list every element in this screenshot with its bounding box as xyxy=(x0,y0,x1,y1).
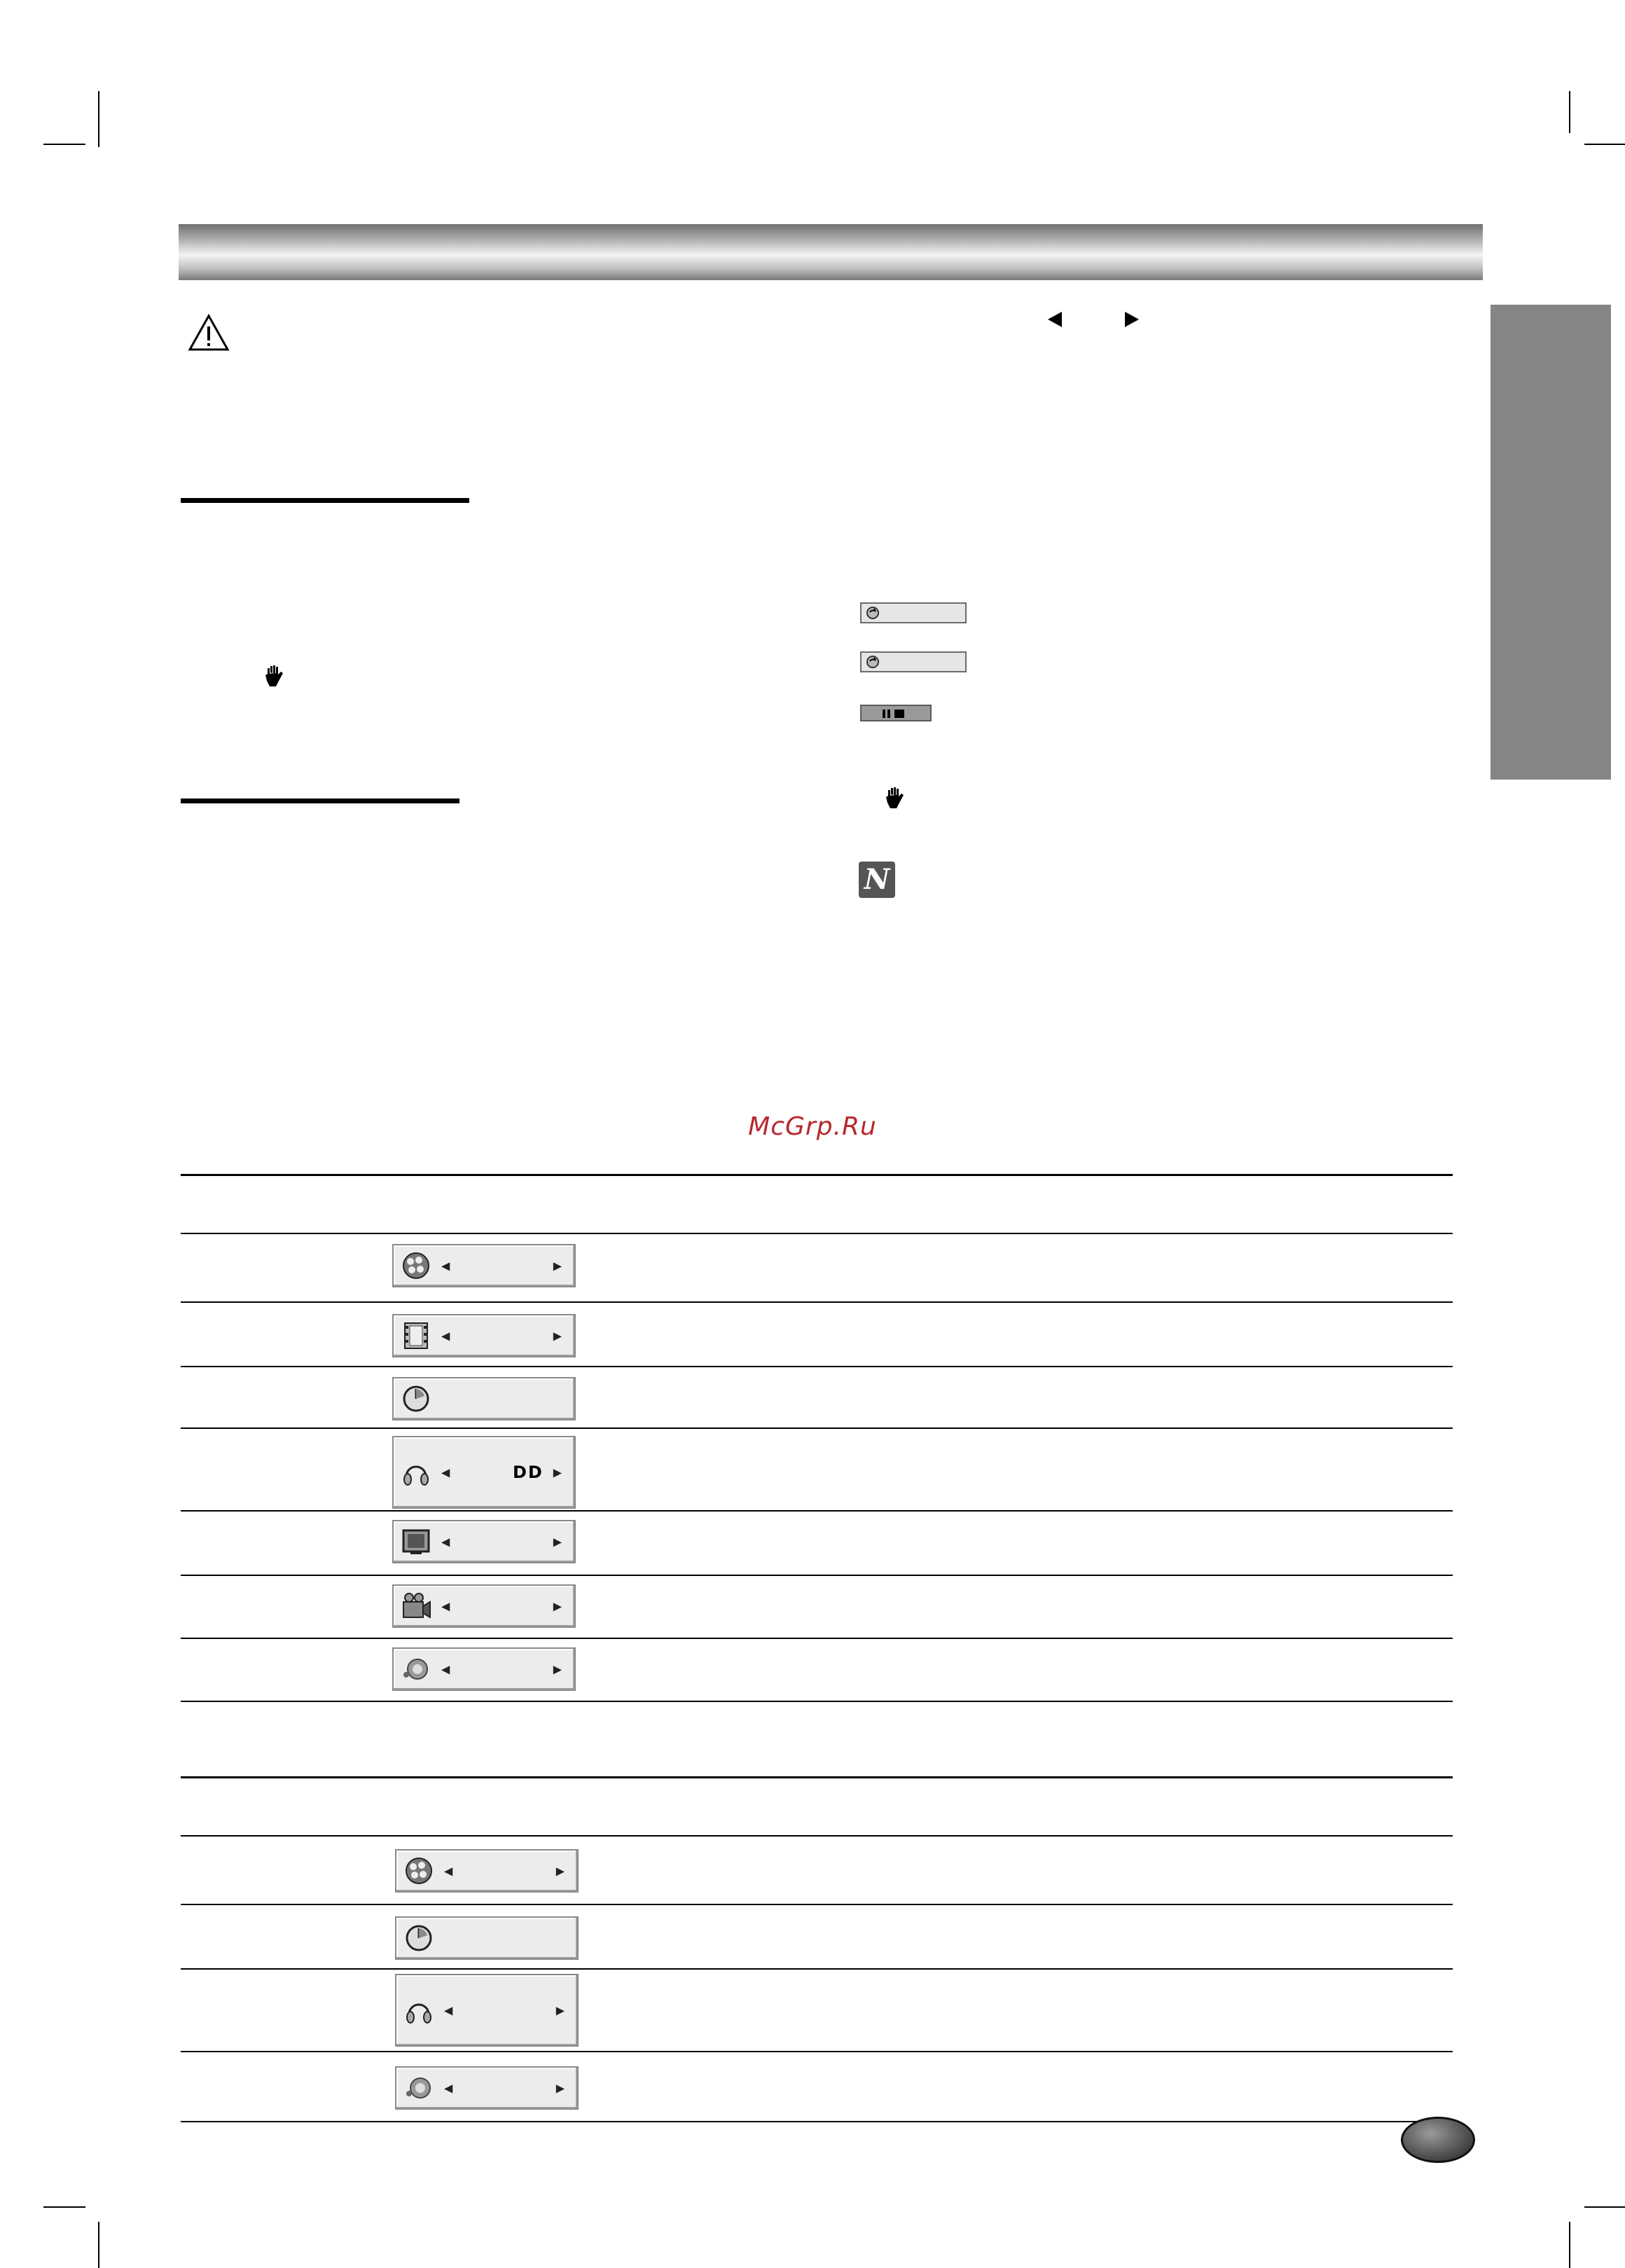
left-arrow-icon: ◀ xyxy=(441,1465,450,1479)
subtitle-icon xyxy=(403,1855,434,1886)
section-rule xyxy=(181,798,459,803)
right-arrow-icon: ▶ xyxy=(555,1864,565,1878)
crop-mark xyxy=(1569,2222,1570,2268)
left-arrow-icon: ◀ xyxy=(441,1259,450,1273)
left-arrow-icon: ◀ xyxy=(444,1864,453,1878)
table-bottom-rule xyxy=(181,1701,1453,1702)
left-arrow-icon: ◀ xyxy=(444,2003,453,2017)
pause-stop-icon xyxy=(883,709,911,719)
time-clock-icon xyxy=(403,1923,434,1954)
right-arrow-icon: ▶ xyxy=(553,1329,562,1343)
osd-audio-box xyxy=(395,1974,579,2047)
crop-mark xyxy=(43,2206,85,2208)
repeat-osd-bar xyxy=(860,602,967,623)
table-top-rule xyxy=(181,1174,1453,1176)
table-row-rule xyxy=(181,1233,1453,1234)
table-row-rule xyxy=(181,1427,1453,1429)
osd-sound-box xyxy=(395,2066,579,2110)
title-film-icon xyxy=(401,1320,431,1351)
osd-subtitle-box xyxy=(392,1244,576,1287)
table-top-rule xyxy=(181,1776,1453,1778)
crop-mark xyxy=(1584,2206,1625,2208)
table-row-rule xyxy=(181,1968,1453,1970)
crop-mark xyxy=(98,2222,99,2268)
crop-mark xyxy=(1569,91,1570,133)
warning-triangle-icon xyxy=(188,314,230,352)
repeat-icon xyxy=(866,606,880,620)
table-row-rule xyxy=(181,2051,1453,2052)
left-arrow-icon: ◀ xyxy=(441,1329,450,1343)
table-row-rule xyxy=(181,1638,1453,1639)
audio-headphones-icon xyxy=(403,1995,434,2026)
sound-speaker-icon xyxy=(401,1654,431,1685)
left-arrow-icon: ◀ xyxy=(441,1535,450,1549)
subtitle-icon xyxy=(401,1250,431,1281)
hand-stop-icon xyxy=(884,786,906,810)
right-arrow-icon: ▶ xyxy=(553,1259,562,1273)
audio-headphones-icon xyxy=(401,1457,431,1488)
pause-stop-osd-bar xyxy=(860,705,932,721)
crop-mark xyxy=(43,144,85,145)
page-number-badge xyxy=(1401,2117,1475,2163)
osd-time-box xyxy=(395,1916,579,1960)
repeat-osd-bar xyxy=(860,651,967,672)
table-row-rule xyxy=(181,1301,1453,1303)
right-arrow-icon: ▶ xyxy=(553,1465,562,1479)
left-arrow-icon: ◀ xyxy=(441,1599,450,1613)
right-arrow-icon: ▶ xyxy=(555,2003,565,2017)
section-rule xyxy=(181,498,469,503)
repeat-icon xyxy=(866,655,880,669)
camera-angle-icon xyxy=(401,1591,431,1622)
watermark: McGrp.Ru xyxy=(748,1112,877,1141)
table-row-rule xyxy=(181,1904,1453,1905)
right-arrow-icon: ▶ xyxy=(553,1535,562,1549)
crop-mark xyxy=(98,91,99,147)
crop-mark xyxy=(1584,144,1625,145)
angle-tv-icon xyxy=(401,1526,431,1557)
note-n-icon: N xyxy=(859,862,895,898)
header-bar xyxy=(179,224,1483,280)
hand-stop-icon xyxy=(263,664,286,688)
osd-audio-box xyxy=(392,1436,576,1509)
right-arrow-icon: ▶ xyxy=(555,2081,565,2095)
left-arrow-icon: ◀ xyxy=(444,2081,453,2095)
side-section-tab xyxy=(1491,305,1611,780)
osd-title-box xyxy=(392,1314,576,1357)
osd-sound-box xyxy=(392,1647,576,1691)
table-row-rule xyxy=(181,1510,1453,1512)
dolby-badge: DD xyxy=(513,1463,544,1482)
osd-angle-tv-box xyxy=(392,1520,576,1563)
osd-subtitle-box xyxy=(395,1849,579,1893)
left-arrow-icon: ◀ xyxy=(441,1662,450,1676)
osd-time-box xyxy=(392,1377,576,1420)
right-arrow-icon: ▶ xyxy=(553,1599,562,1613)
right-triangle-icon xyxy=(1125,312,1139,327)
sound-speaker-icon xyxy=(403,2073,434,2103)
table-row-rule xyxy=(181,1575,1453,1576)
table-bottom-rule xyxy=(181,2121,1453,2122)
table-row-rule xyxy=(181,1835,1453,1837)
osd-camera-angle-box xyxy=(392,1584,576,1628)
right-arrow-icon: ▶ xyxy=(553,1662,562,1676)
left-triangle-icon xyxy=(1048,312,1062,327)
table-row-rule xyxy=(181,1366,1453,1367)
time-clock-icon xyxy=(401,1383,431,1414)
